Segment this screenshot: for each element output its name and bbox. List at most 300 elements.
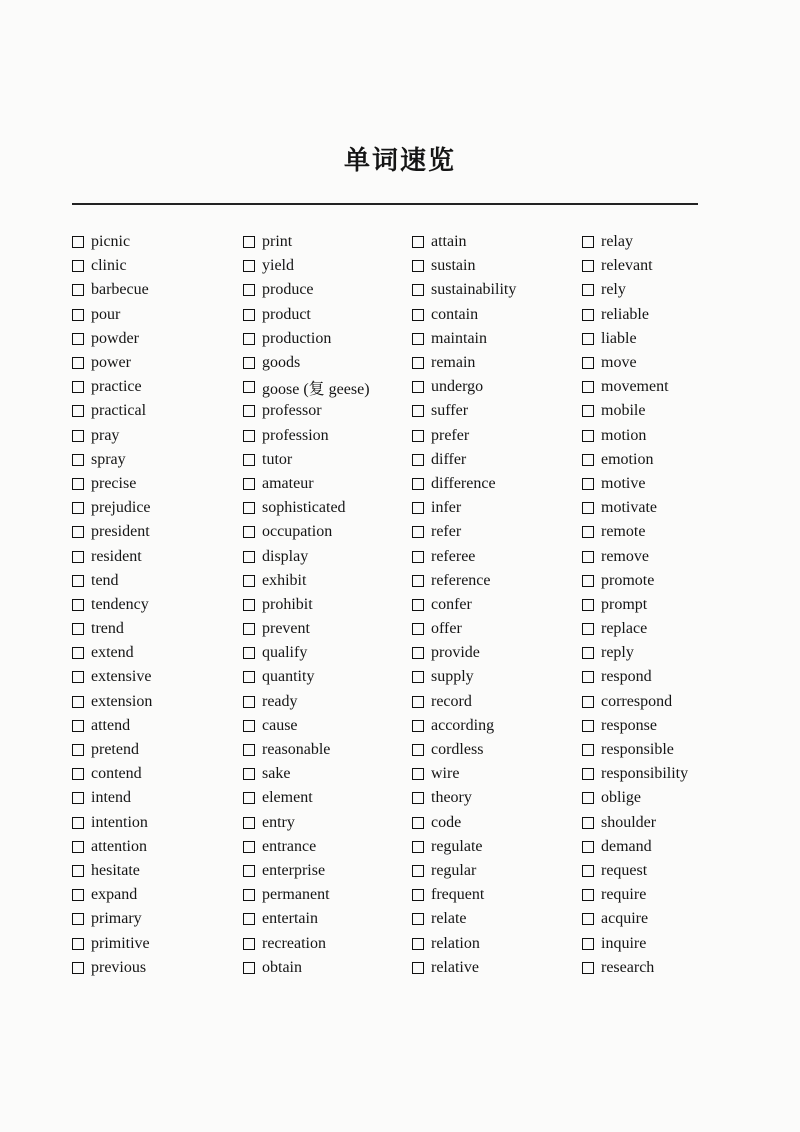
word-label: pray (91, 426, 120, 444)
word-item (412, 520, 582, 544)
checkbox-icon[interactable] (243, 309, 255, 321)
checkbox-icon[interactable] (72, 599, 84, 611)
checkbox-icon[interactable] (243, 430, 255, 442)
checkbox-icon[interactable] (582, 792, 594, 804)
word-label: remove (601, 547, 649, 565)
word-item (243, 617, 413, 641)
word-label: resident (91, 547, 142, 565)
word-label: profession (262, 426, 329, 444)
checkbox-icon[interactable] (412, 744, 424, 756)
checkbox-icon[interactable] (582, 671, 594, 683)
word-item (412, 811, 582, 835)
word-item (412, 859, 582, 883)
checkbox-icon[interactable] (582, 768, 594, 780)
checkbox-icon[interactable] (412, 357, 424, 369)
checkbox-icon[interactable] (243, 381, 255, 393)
word-label: previous (91, 958, 147, 976)
word-label: president (91, 523, 150, 541)
word-column-4 (582, 230, 752, 980)
word-label: record (431, 692, 472, 710)
checkbox-icon[interactable] (412, 478, 424, 490)
checkbox-icon[interactable] (412, 792, 424, 804)
checkbox-icon[interactable] (412, 768, 424, 780)
word-label: barbecue (91, 281, 149, 299)
checkbox-icon[interactable] (412, 526, 424, 538)
word-item (582, 278, 752, 302)
word-label: reference (431, 571, 491, 589)
word-item (72, 593, 242, 617)
word-label: mobile (601, 402, 646, 420)
word-label: permanent (262, 886, 330, 904)
word-label: picnic (91, 233, 131, 251)
checkbox-icon[interactable] (582, 599, 594, 611)
checkbox-icon[interactable] (582, 381, 594, 393)
word-label: pretend (91, 741, 139, 759)
word-label: exhibit (262, 571, 307, 589)
word-item (412, 617, 582, 641)
checkbox-icon[interactable] (412, 962, 424, 974)
word-label: theory (431, 789, 472, 807)
word-label: primitive (91, 934, 150, 952)
word-item (582, 931, 752, 955)
checkbox-icon[interactable] (72, 454, 84, 466)
checkbox-icon[interactable] (412, 599, 424, 611)
word-item (243, 811, 413, 835)
word-label: intend (91, 789, 131, 807)
checkbox-icon[interactable] (582, 962, 594, 974)
word-label: prompt (601, 595, 648, 613)
word-item (412, 448, 582, 472)
word-item (243, 883, 413, 907)
checkbox-icon[interactable] (412, 502, 424, 514)
checkbox-icon[interactable] (243, 260, 255, 272)
checkbox-icon[interactable] (582, 260, 594, 272)
word-label: emotion (601, 450, 654, 468)
word-label: goose (复 geese) (262, 380, 370, 398)
word-label: motive (601, 474, 646, 492)
word-item (582, 907, 752, 931)
word-label: motion (601, 426, 647, 444)
checkbox-icon[interactable] (412, 841, 424, 853)
checkbox-icon[interactable] (72, 502, 84, 514)
word-label: request (601, 861, 648, 879)
checkbox-icon[interactable] (582, 405, 594, 417)
word-label: respond (601, 668, 652, 686)
checkbox-icon[interactable] (412, 333, 424, 345)
word-item (243, 859, 413, 883)
word-item (72, 448, 242, 472)
word-item (412, 278, 582, 302)
word-label: tutor (262, 450, 293, 468)
word-label: produce (262, 281, 314, 299)
word-label: refer (431, 523, 462, 541)
word-label: require (601, 886, 647, 904)
checkbox-icon[interactable] (243, 889, 255, 901)
word-item (72, 690, 242, 714)
word-item (72, 738, 242, 762)
word-item (72, 907, 242, 931)
checkbox-icon[interactable] (412, 647, 424, 659)
checkbox-icon[interactable] (243, 551, 255, 563)
word-label: quantity (262, 668, 315, 686)
checkbox-icon[interactable] (72, 647, 84, 659)
word-item (243, 665, 413, 689)
checkbox-icon[interactable] (72, 938, 84, 950)
word-label: relative (431, 958, 479, 976)
word-item (412, 738, 582, 762)
word-label: undergo (431, 378, 484, 396)
word-item (412, 544, 582, 568)
word-label: research (601, 958, 655, 976)
checkbox-icon[interactable] (582, 357, 594, 369)
checkbox-icon[interactable] (582, 502, 594, 514)
checkbox-icon[interactable] (582, 236, 594, 248)
word-item (72, 230, 242, 254)
checkbox-icon[interactable] (582, 551, 594, 563)
word-item (582, 230, 752, 254)
checkbox-icon[interactable] (582, 575, 594, 587)
checkbox-icon[interactable] (412, 575, 424, 587)
word-label: cause (262, 716, 298, 734)
checkbox-icon[interactable] (72, 671, 84, 683)
checkbox-icon[interactable] (243, 913, 255, 925)
checkbox-icon[interactable] (72, 744, 84, 756)
checkbox-icon[interactable] (582, 430, 594, 442)
checkbox-icon[interactable] (412, 309, 424, 321)
word-item (72, 883, 242, 907)
checkbox-icon[interactable] (412, 696, 424, 708)
checkbox-icon[interactable] (412, 381, 424, 393)
checkbox-icon[interactable] (72, 357, 84, 369)
checkbox-icon[interactable] (72, 962, 84, 974)
word-item (582, 544, 752, 568)
checkbox-icon[interactable] (412, 720, 424, 732)
checkbox-icon[interactable] (72, 309, 84, 321)
word-label: qualify (262, 644, 308, 662)
checkbox-icon[interactable] (412, 454, 424, 466)
checkbox-icon[interactable] (582, 889, 594, 901)
word-item (243, 303, 413, 327)
checkbox-icon[interactable] (243, 647, 255, 659)
word-item (582, 786, 752, 810)
word-label: goods (262, 354, 301, 372)
word-label: amateur (262, 474, 314, 492)
word-item (582, 762, 752, 786)
checkbox-icon[interactable] (72, 381, 84, 393)
checkbox-icon[interactable] (243, 236, 255, 248)
checkbox-icon[interactable] (582, 865, 594, 877)
word-label: relate (431, 910, 467, 928)
word-label: attend (91, 716, 131, 734)
word-item (582, 424, 752, 448)
checkbox-icon[interactable] (243, 405, 255, 417)
checkbox-icon[interactable] (243, 938, 255, 950)
checkbox-icon[interactable] (72, 623, 84, 635)
word-label: tend (91, 571, 119, 589)
checkbox-icon[interactable] (582, 478, 594, 490)
word-label: recreation (262, 934, 326, 952)
checkbox-icon[interactable] (582, 623, 594, 635)
checkbox-icon[interactable] (72, 551, 84, 563)
word-item (412, 569, 582, 593)
word-item (412, 956, 582, 980)
checkbox-icon[interactable] (412, 284, 424, 296)
word-item (243, 520, 413, 544)
checkbox-icon[interactable] (582, 720, 594, 732)
checkbox-icon[interactable] (582, 333, 594, 345)
word-label: spray (91, 450, 126, 468)
word-item (243, 327, 413, 351)
word-item (243, 786, 413, 810)
word-item (243, 351, 413, 375)
word-label: response (601, 716, 657, 734)
checkbox-icon[interactable] (243, 284, 255, 296)
word-label: extend (91, 644, 134, 662)
word-label: supply (431, 668, 474, 686)
word-column-2 (243, 230, 413, 980)
checkbox-icon[interactable] (243, 768, 255, 780)
word-item (582, 690, 752, 714)
checkbox-icon[interactable] (243, 865, 255, 877)
checkbox-icon[interactable] (243, 792, 255, 804)
checkbox-icon[interactable] (243, 357, 255, 369)
word-item (72, 278, 242, 302)
word-item (72, 472, 242, 496)
checkbox-icon[interactable] (412, 430, 424, 442)
checkbox-icon[interactable] (412, 671, 424, 683)
word-label: infer (431, 499, 462, 517)
checkbox-icon[interactable] (72, 792, 84, 804)
word-label: relation (431, 934, 480, 952)
word-label: maintain (431, 329, 487, 347)
word-label: entry (262, 813, 295, 831)
word-label: prevent (262, 620, 310, 638)
checkbox-icon[interactable] (582, 309, 594, 321)
word-item (243, 690, 413, 714)
word-label: provide (431, 644, 480, 662)
word-item (243, 254, 413, 278)
word-item (412, 593, 582, 617)
word-item (243, 424, 413, 448)
word-item (243, 569, 413, 593)
word-label: relevant (601, 257, 653, 275)
word-label: obtain (262, 958, 302, 976)
word-label: attain (431, 233, 467, 251)
checkbox-icon[interactable] (582, 913, 594, 925)
checkbox-icon[interactable] (412, 623, 424, 635)
word-label: practice (91, 378, 142, 396)
word-item (582, 303, 752, 327)
word-label: responsible (601, 741, 674, 759)
word-item (72, 569, 242, 593)
checkbox-icon[interactable] (72, 284, 84, 296)
word-label: liable (601, 329, 637, 347)
checkbox-icon[interactable] (72, 913, 84, 925)
checkbox-icon[interactable] (582, 454, 594, 466)
checkbox-icon[interactable] (243, 502, 255, 514)
checkbox-icon[interactable] (243, 744, 255, 756)
checkbox-icon[interactable] (243, 478, 255, 490)
word-item (412, 786, 582, 810)
checkbox-icon[interactable] (72, 696, 84, 708)
checkbox-icon[interactable] (243, 841, 255, 853)
word-item (72, 714, 242, 738)
word-item (412, 931, 582, 955)
checkbox-icon[interactable] (582, 938, 594, 950)
word-label: demand (601, 837, 652, 855)
checkbox-icon[interactable] (412, 865, 424, 877)
word-label: shoulder (601, 813, 657, 831)
checkbox-icon[interactable] (72, 720, 84, 732)
word-item (72, 641, 242, 665)
word-item (72, 617, 242, 641)
word-item (582, 351, 752, 375)
checkbox-icon[interactable] (243, 526, 255, 538)
word-item (72, 762, 242, 786)
word-item (412, 327, 582, 351)
checkbox-icon[interactable] (582, 696, 594, 708)
checkbox-icon[interactable] (412, 236, 424, 248)
word-label: promote (601, 571, 655, 589)
word-item (582, 472, 752, 496)
word-label: practical (91, 402, 147, 420)
checkbox-icon[interactable] (72, 405, 84, 417)
word-label: wire (431, 765, 460, 783)
word-label: remain (431, 354, 476, 372)
word-item (582, 859, 752, 883)
word-label: powder (91, 329, 139, 347)
checkbox-icon[interactable] (72, 260, 84, 272)
word-item (412, 254, 582, 278)
word-label: clinic (91, 257, 127, 275)
word-item (72, 665, 242, 689)
checkbox-icon[interactable] (72, 526, 84, 538)
checkbox-icon[interactable] (243, 575, 255, 587)
word-label: prejudice (91, 499, 151, 517)
checkbox-icon[interactable] (412, 260, 424, 272)
word-item (582, 714, 752, 738)
word-item (582, 665, 752, 689)
word-label: entertain (262, 910, 318, 928)
word-label: intention (91, 813, 148, 831)
checkbox-icon[interactable] (72, 865, 84, 877)
checkbox-icon[interactable] (243, 623, 255, 635)
word-label: correspond (601, 692, 673, 710)
word-label: tendency (91, 595, 149, 613)
word-item (582, 883, 752, 907)
word-item (243, 496, 413, 520)
checkbox-icon[interactable] (412, 913, 424, 925)
word-item (582, 835, 752, 859)
word-label: inquire (601, 934, 647, 952)
word-label: reply (601, 644, 634, 662)
word-label: remote (601, 523, 646, 541)
word-label: rely (601, 281, 626, 299)
word-item (412, 472, 582, 496)
checkbox-icon[interactable] (243, 696, 255, 708)
word-label: difference (431, 474, 496, 492)
word-item (243, 956, 413, 980)
checkbox-icon[interactable] (243, 720, 255, 732)
checkbox-icon[interactable] (412, 889, 424, 901)
word-item (72, 786, 242, 810)
checkbox-icon[interactable] (243, 333, 255, 345)
checkbox-icon[interactable] (72, 333, 84, 345)
word-label: pour (91, 305, 121, 323)
checkbox-icon[interactable] (72, 236, 84, 248)
checkbox-icon[interactable] (412, 938, 424, 950)
word-label: expand (91, 886, 138, 904)
checkbox-icon[interactable] (243, 454, 255, 466)
word-label: entrance (262, 837, 317, 855)
checkbox-icon[interactable] (582, 841, 594, 853)
checkbox-icon[interactable] (582, 817, 594, 829)
word-item (582, 375, 752, 399)
word-label: reliable (601, 305, 649, 323)
word-label: movement (601, 378, 669, 396)
word-label: primary (91, 910, 142, 928)
checkbox-icon[interactable] (72, 889, 84, 901)
checkbox-icon[interactable] (582, 647, 594, 659)
checkbox-icon[interactable] (72, 817, 84, 829)
checkbox-icon[interactable] (412, 551, 424, 563)
checkbox-icon[interactable] (72, 768, 84, 780)
checkbox-icon[interactable] (582, 526, 594, 538)
word-item (582, 641, 752, 665)
word-item (412, 762, 582, 786)
checkbox-icon[interactable] (72, 430, 84, 442)
word-item (412, 230, 582, 254)
checkbox-icon[interactable] (243, 671, 255, 683)
word-item (582, 811, 752, 835)
word-item (412, 641, 582, 665)
checkbox-icon[interactable] (412, 405, 424, 417)
word-label: professor (262, 402, 322, 420)
word-label: power (91, 354, 131, 372)
word-label: offer (431, 620, 462, 638)
word-label: prefer (431, 426, 470, 444)
word-label: relay (601, 233, 633, 251)
checkbox-icon[interactable] (412, 817, 424, 829)
checkbox-icon[interactable] (582, 744, 594, 756)
checkbox-icon[interactable] (72, 575, 84, 587)
checkbox-icon[interactable] (243, 817, 255, 829)
word-item (72, 496, 242, 520)
word-label: sustain (431, 257, 476, 275)
checkbox-icon[interactable] (72, 841, 84, 853)
word-label: suffer (431, 402, 469, 420)
word-item (412, 883, 582, 907)
word-item (72, 375, 242, 399)
word-item (582, 254, 752, 278)
word-item (412, 665, 582, 689)
word-item (243, 278, 413, 302)
checkbox-icon[interactable] (72, 478, 84, 490)
word-item (582, 569, 752, 593)
word-item (72, 351, 242, 375)
word-label: display (262, 547, 309, 565)
word-item (582, 956, 752, 980)
word-item (243, 762, 413, 786)
checkbox-icon[interactable] (582, 284, 594, 296)
word-label: product (262, 305, 311, 323)
word-item (72, 859, 242, 883)
checkbox-icon[interactable] (243, 962, 255, 974)
word-item (412, 375, 582, 399)
word-label: precise (91, 474, 137, 492)
checkbox-icon[interactable] (243, 599, 255, 611)
word-item (412, 714, 582, 738)
